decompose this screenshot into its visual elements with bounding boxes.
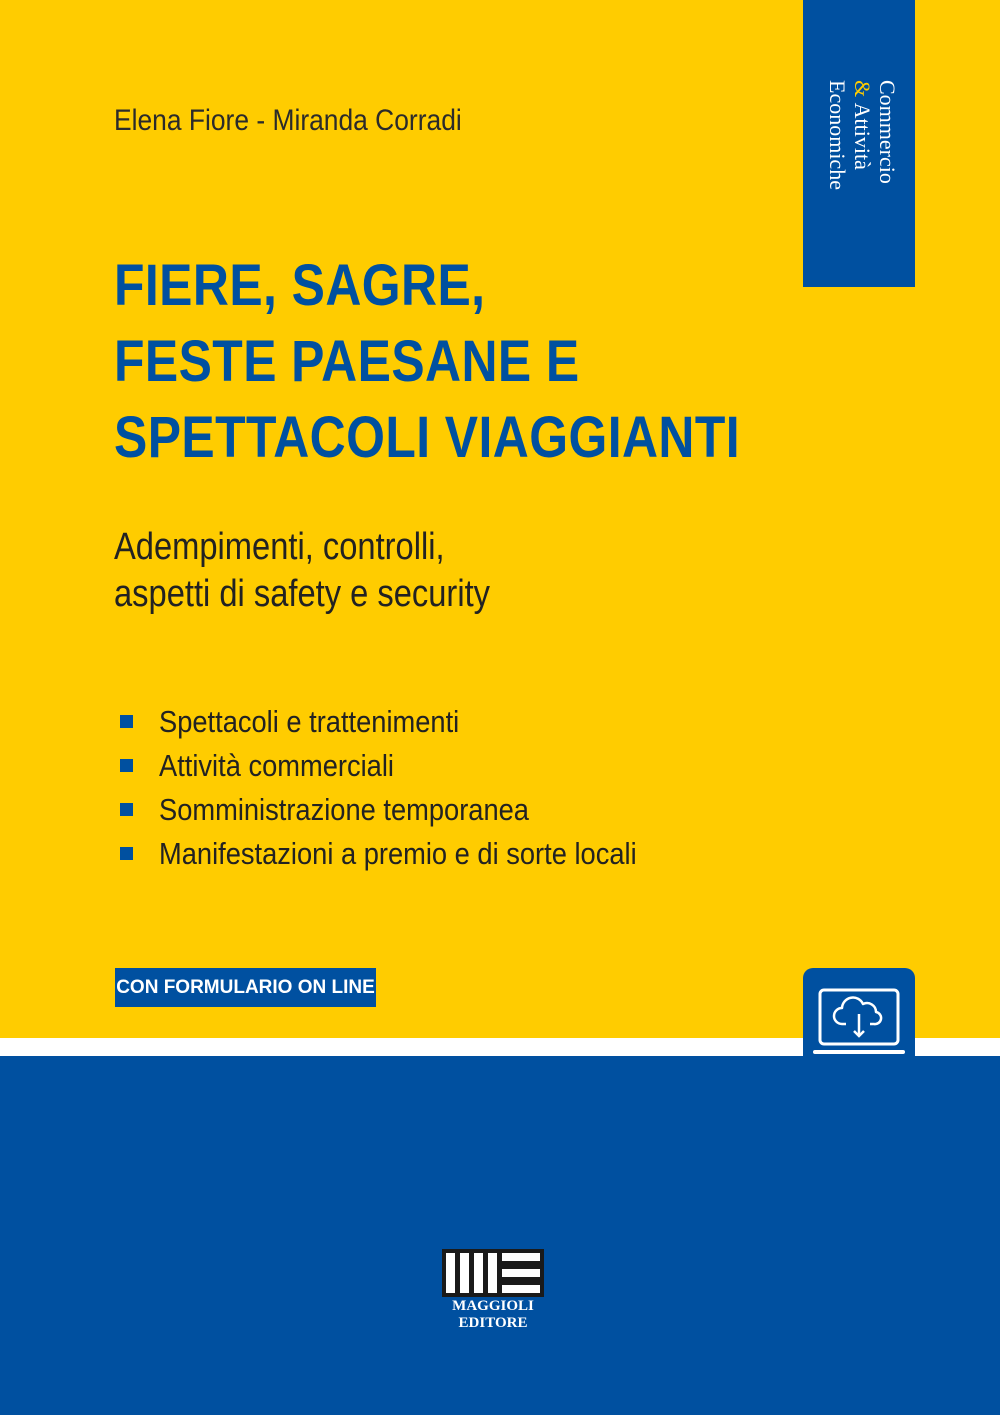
title-line-3: SPETTACOLI VIAGGIANTI [114,405,741,470]
title-line-2: FESTE PAESANE E [114,329,580,394]
topic-text: Spettacoli e trattenimenti [159,704,460,739]
series-word-attivita: Attività [850,102,875,170]
book-subtitle [114,524,490,618]
square-bullet-icon [120,847,133,860]
square-bullet-icon [120,759,133,772]
publisher-name [440,1298,546,1332]
cover-blue-area [0,1056,1000,1415]
series-name [820,80,900,240]
topic-text: Attività commerciali [159,748,394,783]
title-line-1: FIERE, SAGRE, [114,253,486,318]
cloud-download-laptop-icon [803,968,915,1058]
online-forms-badge: CON FORMULARIO ON LINE [115,968,376,1007]
topic-text: Manifestazioni a premio e di sorte locali [159,836,637,871]
square-bullet-icon [120,803,133,816]
book-title [114,248,740,476]
publisher-line-2: EDITORE [458,1315,528,1331]
publisher-line-1: MAGGIOLI [452,1298,534,1314]
square-bullet-icon [120,715,133,728]
series-line-1: Commercio [875,80,900,184]
subtitle-line-1: Adempimenti, controlli, [114,526,445,568]
authors: Elena Fiore - Miranda Corradi [114,104,462,137]
topic-text: Somministrazione temporanea [159,792,529,827]
series-line-2 [850,80,875,240]
series-ampersand: & [850,80,875,98]
subtitle-line-2: aspetti di safety e security [114,573,491,615]
series-line-3: Economiche [825,80,850,190]
